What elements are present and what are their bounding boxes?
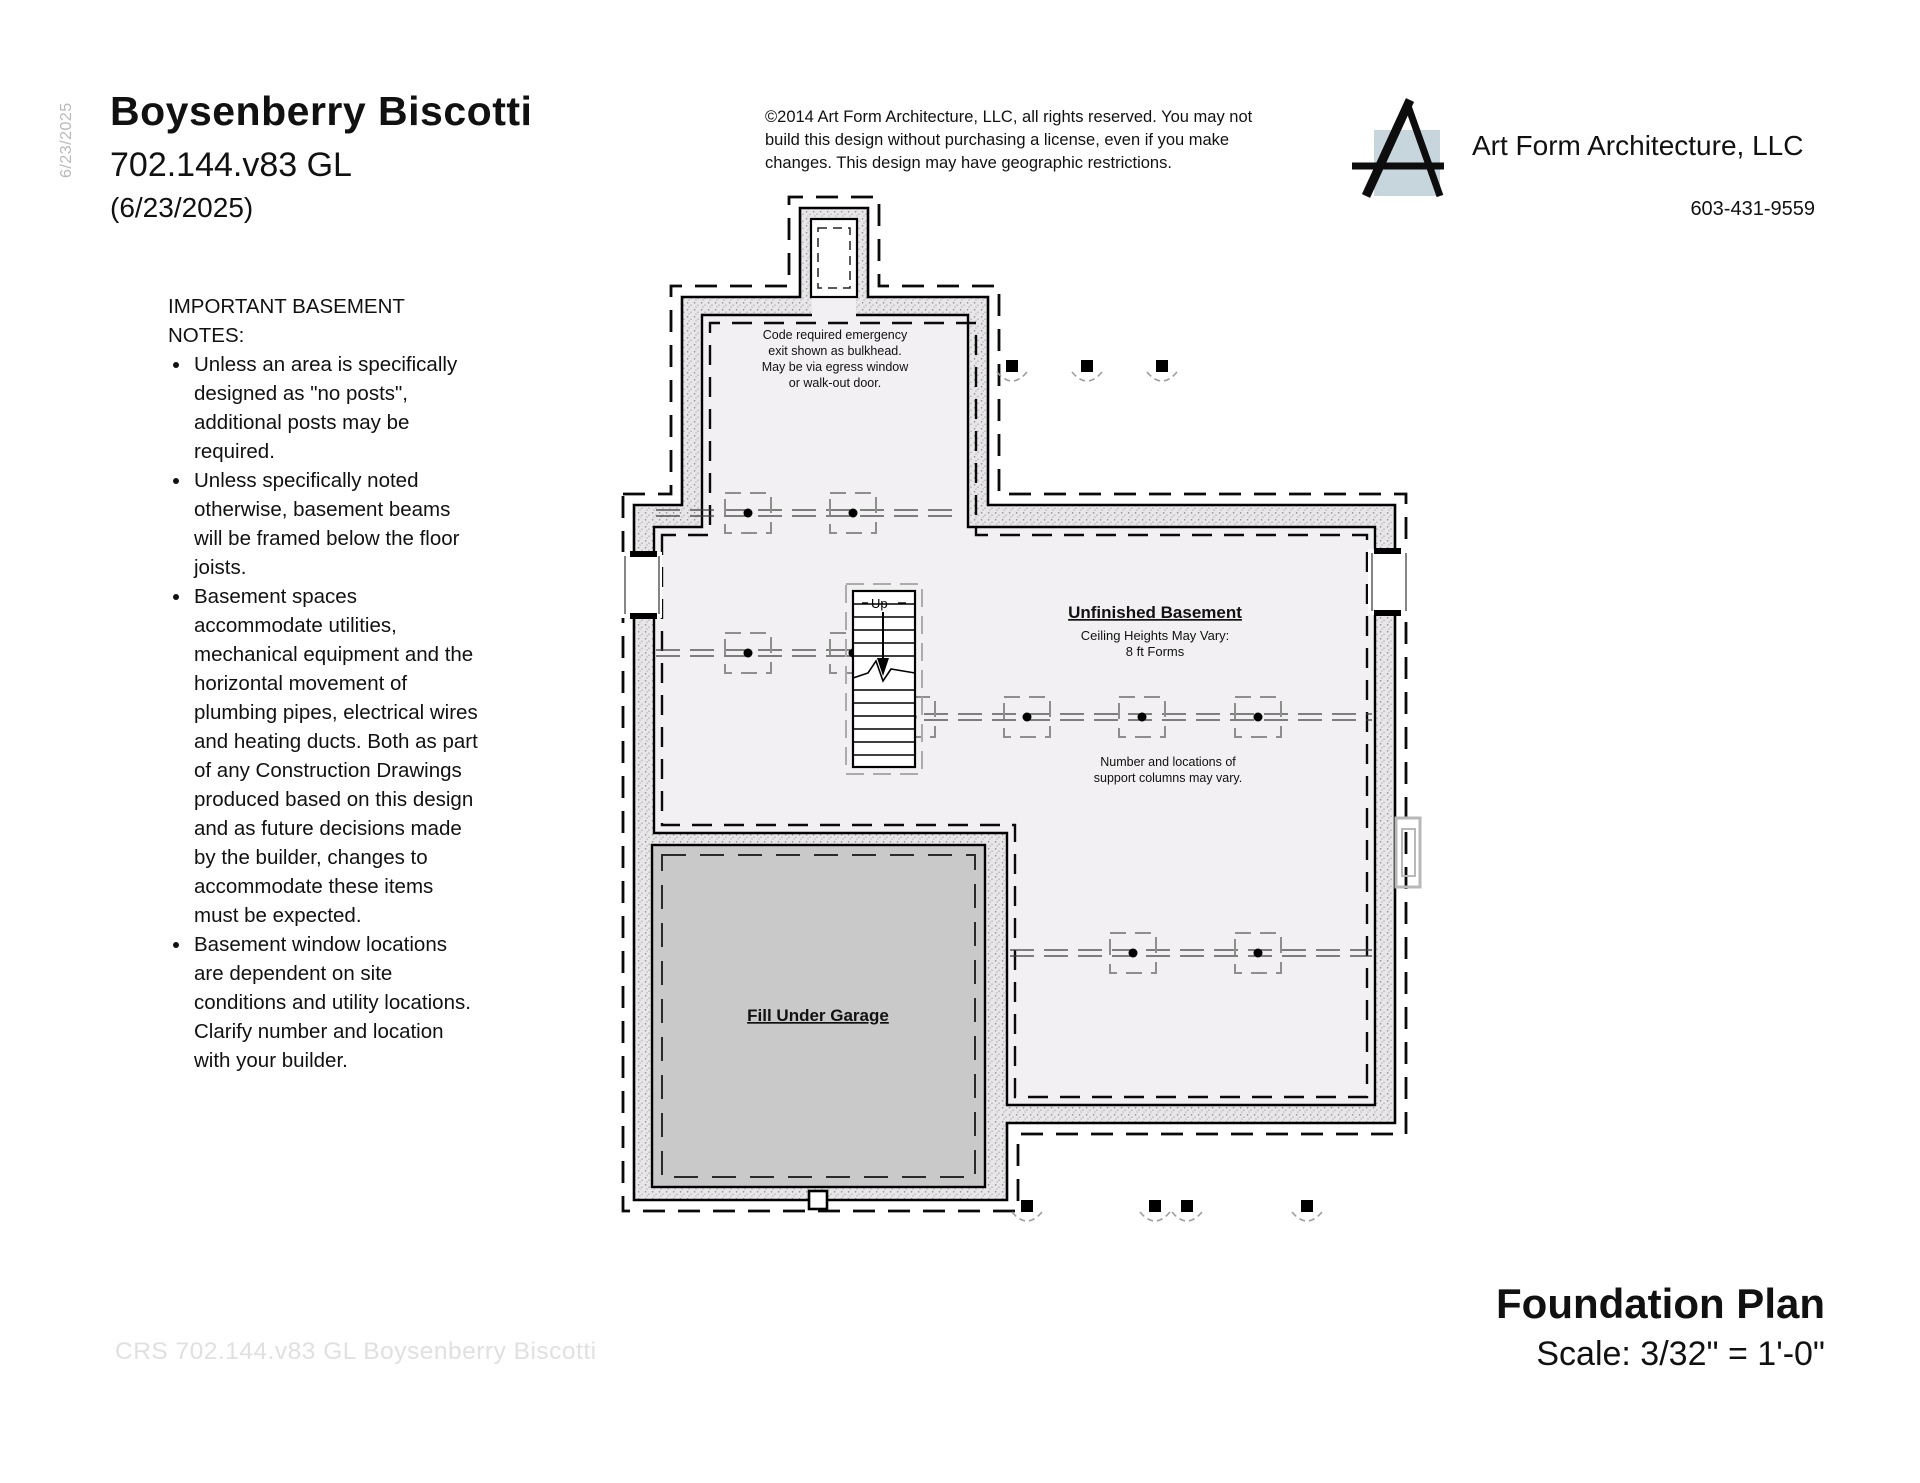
svg-text:support columns may vary.: support columns may vary. <box>1093 771 1243 785</box>
basement-notes <box>168 292 480 1075</box>
note-item: • Basement spaces accommodate utilities, mechanical equipment and the horizontal movement of plumbing pipes, electrical wires and heating ducts. Both as part of any Construction Drawings produced based on this design and as future decisions made by the builder, changes to accommodate these items must be expected. <box>192 582 480 930</box>
note-item: • Basement window locations are dependent on site conditions and utility locations. Clarify number and location with your builder. <box>192 930 480 1075</box>
watermark: CRS 702.144.v83 GL Boysenberry Biscotti <box>115 1338 597 1365</box>
deck-piers-bottom <box>1012 1200 1322 1221</box>
svg-text:8 ft Forms: 8 ft Forms <box>1125 644 1185 659</box>
right-wall-window <box>1368 548 1412 616</box>
garage-label: Fill Under Garage <box>747 1006 889 1025</box>
room-label: Unfinished Basement <box>1068 603 1242 622</box>
note-item: • Unless an area is specifically designed as "no posts", additional posts may be required. <box>192 350 480 466</box>
left-wall-window <box>620 551 662 619</box>
plan-date: (6/23/2025) <box>110 192 254 223</box>
svg-text:Ceiling Heights May Vary:: Ceiling Heights May Vary: <box>1080 628 1230 643</box>
svg-text:or walk-out door.: or walk-out door. <box>788 376 882 390</box>
deck-piers-top <box>997 360 1177 381</box>
vertical-date-stamp: 6/23/2025 <box>58 102 75 178</box>
plan-number: 702.144.v83 GL <box>110 146 352 184</box>
page-title: Boysenberry Biscotti <box>110 88 533 134</box>
columns-note: Number and locations of <box>1100 755 1236 769</box>
notes-list <box>168 350 480 1075</box>
drawing-scale: Scale: 3/32" = 1'-0" <box>1536 1335 1825 1373</box>
chimney-footing <box>1396 818 1420 887</box>
firm-phone: 603-431-9559 <box>1690 198 1815 220</box>
exit-note: Code required emergency <box>762 328 908 342</box>
stairs <box>846 584 922 774</box>
stairs-label: Up <box>871 596 888 611</box>
note-item: • Unless specifically noted otherwise, basement beams will be framed below the floor joists. <box>192 466 480 582</box>
svg-text:May be via egress window: May be via egress window <box>761 360 909 374</box>
copyright-notice: ©2014 Art Form Architecture, LLC, all rights reserved. You may not build this design without purchasing a license, even if you make changes. This design may have geographic restrictions. <box>765 108 1253 173</box>
foundation-plan-drawing <box>600 160 1480 1250</box>
garage-door-pier <box>809 1191 827 1209</box>
svg-text:exit shown as bulkhead.: exit shown as bulkhead. <box>768 344 902 358</box>
drawing-title: Foundation Plan <box>1496 1280 1825 1327</box>
notes-heading: IMPORTANT BASEMENT NOTES: <box>168 295 405 347</box>
firm-name: Art Form Architecture, LLC <box>1472 130 1804 161</box>
